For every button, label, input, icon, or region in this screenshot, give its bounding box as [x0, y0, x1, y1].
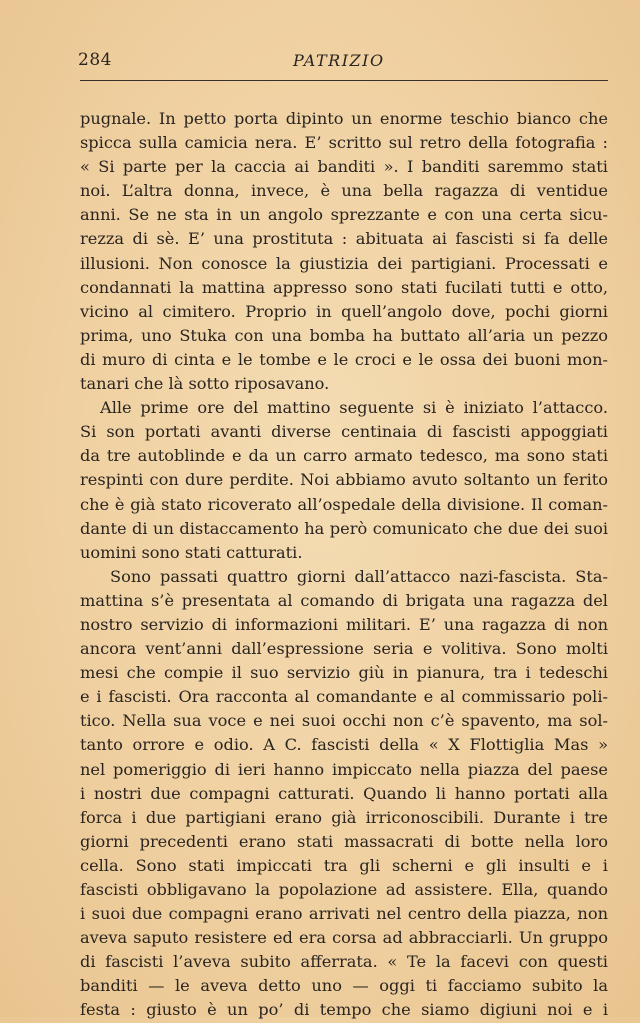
text-line: e i fascisti. Ora racconta al comandante e al commissario poli-: [80, 687, 608, 707]
text-line: dante di un distaccamento ha però comunicato che due dei suoi: [80, 518, 608, 538]
text-line: aveva saputo resistere ed era corsa ad abbracciarli. Un gruppo: [80, 928, 608, 948]
text-line: vicino al cimitero. Proprio in quell’angolo dove, pochi giorni: [80, 301, 608, 321]
text-line: ancora vent’anni dall’espressione seria e volitiva. Sono molti: [80, 639, 608, 659]
text-line: noi. L’altra donna, invece, è una bella ragazza di ventidue: [80, 181, 608, 201]
text-line: mesi che compie il suo servizio giù in pianura, tra i tedeschi: [80, 663, 608, 683]
text-line: festa : giusto è un po’ di tempo che siamo digiuni noi e i: [80, 1000, 608, 1020]
running-title: PATRIZIO: [293, 51, 385, 70]
text-line: di muro di cinta e le tombe e le croci e le ossa dei buoni mon-: [80, 349, 608, 369]
text-line: cella. Sono stati impiccati tra gli scherni e gli insulti e i: [80, 855, 608, 875]
text-line: i suoi due compagni erano arrivati nel centro della piazza, non: [80, 904, 608, 924]
text-line: da tre autoblinde e da un carro armato tedesco, ma sono stati: [80, 446, 608, 466]
text-line: illusioni. Non conosce la giustizia dei partigiani. Processati e: [80, 253, 608, 273]
text-line: condannati la mattina appresso sono stati fucilati tutti e otto,: [80, 277, 608, 297]
text-line: respinti con dure perdite. Noi abbiamo avuto soltanto un ferito: [80, 470, 608, 490]
text-line: i nostri due compagni catturati. Quando li hanno portati alla: [80, 783, 608, 803]
text-line: forca i due partigiani erano già irriconoscibili. Durante i tre: [80, 807, 608, 827]
text-line: di fascisti l’aveva subito afferrata. « Te la facevi con questi: [80, 952, 608, 972]
text-line: che è già stato ricoverato all’ospedale della divisione. Il coman-: [80, 494, 608, 514]
page-number: 284: [78, 50, 112, 70]
paragraph-start-line: Alle prime ore del mattino seguente si è iniziato l’attacco.: [100, 398, 608, 418]
text-line: tanari che là sotto riposavano.: [80, 374, 330, 394]
text-line: tanto orrore e odio. A C. fascisti della « X Flottiglia Mas »: [80, 735, 608, 755]
text-line: Si son portati avanti diverse centinaia di fascisti appoggiati: [80, 422, 608, 442]
text-line: nel pomeriggio di ieri hanno impiccato nella piazza del paese: [80, 759, 608, 779]
text-line: mattina s’è presentata al comando di brigata una ragazza del: [80, 590, 608, 610]
body-text: [80, 107, 608, 1023]
page-header: [78, 50, 608, 74]
text-line: banditi — le aveva detto uno — oggi ti facciamo subito la: [80, 976, 608, 996]
text-line: anni. Se ne sta in un angolo sprezzante e con una certa sicu-: [80, 205, 608, 225]
header-rule: [80, 80, 608, 81]
text-line: spicca sulla camicia nera. E’ scritto sul retro della fotografia :: [80, 133, 608, 153]
text-line: uomini sono stati catturati.: [80, 542, 303, 562]
text-line: « Si parte per la caccia ai banditi ». I banditi saremmo stati: [80, 157, 608, 177]
text-line: giorni precedenti erano stati massacrati di botte nella loro: [80, 831, 608, 851]
text-line: tico. Nella sua voce e nei suoi occhi non c’è spavento, ma sol-: [80, 711, 608, 731]
paragraph-start-line: Sono passati quattro giorni dall’attacco nazi-fascista. Sta-: [110, 566, 608, 586]
text-line: pugnale. In petto porta dipinto un enorme teschio bianco che: [80, 109, 608, 128]
text-line: fascisti obbligavano la popolazione ad assistere. Ella, quando: [80, 880, 608, 899]
text-line: nostro servizio di informazioni militari. E’ una ragazza di non: [80, 614, 608, 634]
text-line: prima, uno Stuka con una bomba ha buttato all’aria un pezzo: [80, 325, 608, 345]
text-line: rezza di sè. E’ una prostituta : abituata ai fascisti si fa delle: [80, 229, 608, 249]
